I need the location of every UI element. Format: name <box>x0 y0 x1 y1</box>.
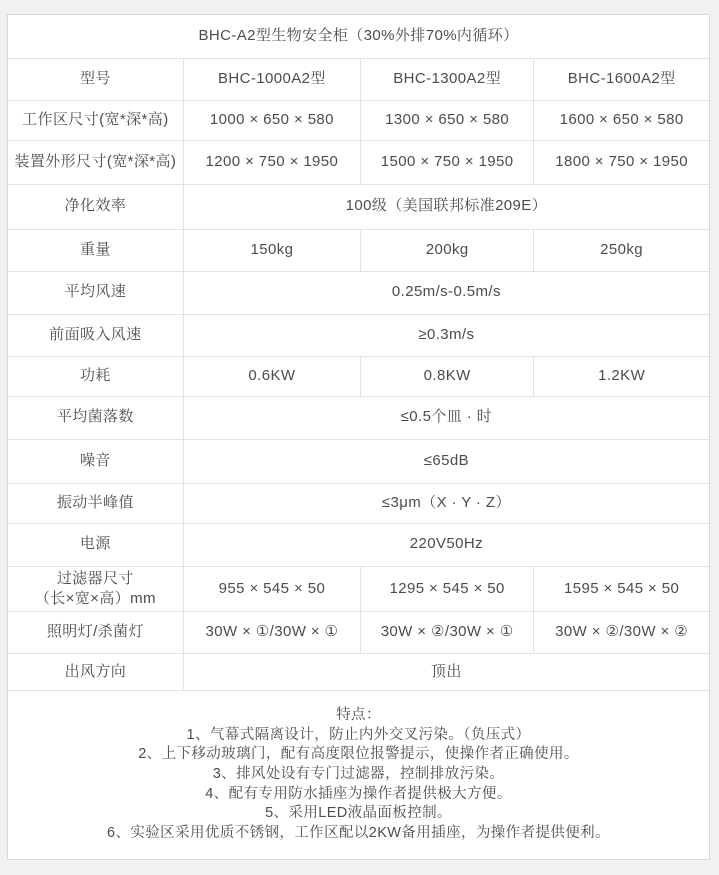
features-heading: 特点： <box>336 707 381 724</box>
spec-value: 1600 × 650 × 580 <box>534 100 709 140</box>
table-row <box>8 396 709 439</box>
row-label: 平均风速 <box>8 271 183 314</box>
table-row <box>8 612 709 654</box>
spec-value: 955 × 545 × 50 <box>183 566 360 612</box>
spec-value: ≥0.3m/s <box>183 314 709 356</box>
spec-value: BHC-1600A2型 <box>534 58 709 100</box>
table-row <box>8 523 709 566</box>
features-section <box>8 691 709 859</box>
spec-value: ≤0.5个皿 · 时 <box>183 396 709 439</box>
row-label: 功耗 <box>8 356 183 396</box>
row-label: 出风方向 <box>8 654 183 691</box>
feature-item: 2、上下移动玻璃门，配有高度限位报警提示，使操作者正确使用。 <box>138 746 579 763</box>
spec-value: 250kg <box>534 229 709 271</box>
row-label: 振动半峰值 <box>8 483 183 523</box>
spec-value: 1200 × 750 × 1950 <box>183 140 360 184</box>
table-row <box>8 654 709 691</box>
table-row <box>8 58 709 100</box>
row-label-line1: 过滤器尺寸 <box>56 569 134 587</box>
spec-value: 30W × ①/30W × ① <box>183 612 360 654</box>
table-row <box>8 439 709 483</box>
spec-sheet <box>7 14 710 860</box>
table-row <box>8 483 709 523</box>
feature-item: 4、配有专用防水插座为操作者提供极大方便。 <box>205 785 512 802</box>
row-label <box>8 566 183 612</box>
row-label: 前面吸入风速 <box>8 314 183 356</box>
spec-value: ≤3μm（X · Y · Z） <box>183 483 709 523</box>
spec-value: 30W × ②/30W × ② <box>534 612 709 654</box>
spec-value: 1595 × 545 × 50 <box>534 566 709 612</box>
features-row <box>8 691 709 859</box>
spec-value: 100级（美国联邦标准209E） <box>183 184 709 229</box>
table-row <box>8 15 709 58</box>
table-row <box>8 356 709 396</box>
row-label: 噪音 <box>8 439 183 483</box>
table-row <box>8 100 709 140</box>
spec-value: 1295 × 545 × 50 <box>361 566 534 612</box>
spec-value: 1.2KW <box>534 356 709 396</box>
row-label: 装置外形尺寸(宽*深*高) <box>8 140 183 184</box>
spec-value: 1300 × 650 × 580 <box>361 100 534 140</box>
row-label: 重量 <box>8 229 183 271</box>
spec-value: 30W × ②/30W × ① <box>361 612 534 654</box>
table-title: BHC-A2型生物安全柜（30%外排70%内循环） <box>8 15 709 58</box>
table-row <box>8 229 709 271</box>
table-row <box>8 140 709 184</box>
row-label: 电源 <box>8 523 183 566</box>
spec-value: BHC-1300A2型 <box>361 58 534 100</box>
row-label: 照明灯/杀菌灯 <box>8 612 183 654</box>
spec-value: 200kg <box>361 229 534 271</box>
table-row <box>8 566 709 612</box>
spec-value: 0.25m/s-0.5m/s <box>183 271 709 314</box>
row-label: 净化效率 <box>8 184 183 229</box>
spec-value: 0.6KW <box>183 356 360 396</box>
spec-value: ≤65dB <box>183 439 709 483</box>
table-row <box>8 314 709 356</box>
spec-value: BHC-1000A2型 <box>183 58 360 100</box>
spec-value: 0.8KW <box>361 356 534 396</box>
spec-value: 1800 × 750 × 1950 <box>534 140 709 184</box>
row-label: 平均菌落数 <box>8 396 183 439</box>
spec-value: 1500 × 750 × 1950 <box>361 140 534 184</box>
table-row <box>8 184 709 229</box>
spec-value: 150kg <box>183 229 360 271</box>
row-label: 工作区尺寸(宽*深*高) <box>8 100 183 140</box>
feature-item: 1、气幕式隔离设计，防止内外交叉污染。（负压式） <box>186 726 531 743</box>
spec-value: 1000 × 650 × 580 <box>183 100 360 140</box>
table-row <box>8 271 709 314</box>
row-label-line2: （长×宽×高）mm <box>34 589 156 607</box>
feature-item: 3、排风处设有专门过滤器，控制排放污染。 <box>212 765 505 782</box>
spec-table <box>8 15 709 859</box>
feature-item: 6、实验区采用优质不锈钢，工作区配以2KW备用插座，为操作者提供便利。 <box>107 824 610 841</box>
row-label: 型号 <box>8 58 183 100</box>
feature-item: 5、采用LED液晶面板控制。 <box>265 805 452 822</box>
spec-value: 220V50Hz <box>183 523 709 566</box>
spec-value: 顶出 <box>183 654 709 691</box>
